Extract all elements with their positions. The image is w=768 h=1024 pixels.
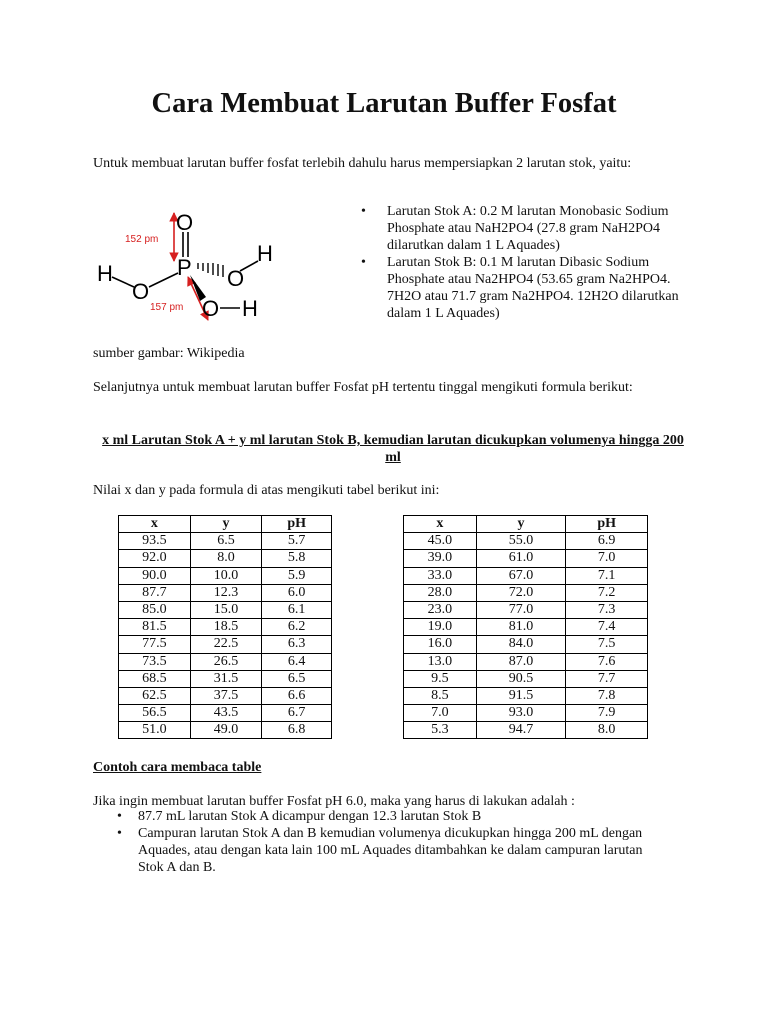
- table-row: [404, 653, 648, 670]
- table-cell: 39.0: [404, 550, 477, 567]
- table-cell: 7.5: [566, 636, 648, 653]
- table-cell: 28.0: [404, 584, 477, 601]
- table-row: [119, 722, 332, 739]
- atom-hydrogen-left: H: [97, 261, 113, 286]
- table-row: [404, 584, 648, 601]
- table-cell: 93.0: [476, 705, 566, 722]
- table-cell: 26.5: [190, 653, 262, 670]
- table-cell: 7.3: [566, 601, 648, 618]
- table-row: [404, 533, 648, 550]
- list-item: • Larutan Stok A: 0.2 M larutan Monobasic Sodium Phosphate atau NaH2PO4 (27.8 gram NaH2PO4 dilarutkan dalam 1 L Aquades): [356, 203, 686, 254]
- table-row: [119, 705, 332, 722]
- image-source-caption: sumber gambar: Wikipedia: [93, 346, 245, 361]
- table-cell: 81.5: [119, 619, 191, 636]
- list-item: • Larutan Stok B: 0.1 M larutan Dibasic Sodium Phosphate atau Na2HPO4 (53.65 gram Na2HPO4. 7H2O atau 71.7 gram Na2HPO4. 12H2O dilarutkan dalam 1 L Aquades): [356, 254, 686, 322]
- table-cell: 6.9: [566, 533, 648, 550]
- table-cell: 6.6: [262, 687, 332, 704]
- atom-oxygen-bottom: O: [202, 296, 220, 321]
- phosphoric-acid-structure-image: [92, 205, 292, 325]
- table-row: [119, 567, 332, 584]
- table-header-cell: y: [190, 516, 262, 533]
- table-cell: 73.5: [119, 653, 191, 670]
- table-cell: 6.3: [262, 636, 332, 653]
- table-cell: 15.0: [190, 601, 262, 618]
- table-cell: 87.7: [119, 584, 191, 601]
- table-cell: 84.0: [476, 636, 566, 653]
- table-cell: 90.5: [476, 670, 566, 687]
- table-cell: 18.5: [190, 619, 262, 636]
- table-cell: 68.5: [119, 670, 191, 687]
- table-cell: 6.0: [262, 584, 332, 601]
- table-cell: 87.0: [476, 653, 566, 670]
- table-cell: 5.9: [262, 567, 332, 584]
- atom-oxygen-left: O: [132, 279, 150, 304]
- example-steps-list: [93, 808, 653, 876]
- table-cell: 23.0: [404, 601, 477, 618]
- list-item: • Campuran larutan Stok A dan B kemudian volumenya dicukupkan hingga 200 mL dengan Aquades, atau dengan kata lain 100 mL Aquades ditambahkan ke dalam campuran larutan Stok A dan B.: [93, 825, 653, 876]
- atom-oxygen-right: O: [227, 266, 245, 291]
- table-cell: 7.0: [566, 550, 648, 567]
- table-cell: 94.7: [476, 722, 566, 739]
- table-row: [119, 619, 332, 636]
- table-cell: 49.0: [190, 722, 262, 739]
- table-cell: 7.0: [404, 705, 477, 722]
- table-header-row: [404, 516, 648, 533]
- table-row: [119, 533, 332, 550]
- page-title: Cara Membuat Larutan Buffer Fosfat: [151, 88, 617, 119]
- table-cell: 10.0: [190, 567, 262, 584]
- table-cell: 7.1: [566, 567, 648, 584]
- table-cell: 8.0: [566, 722, 648, 739]
- table-cell: 51.0: [119, 722, 191, 739]
- table-row: [404, 705, 648, 722]
- table-cell: 7.6: [566, 653, 648, 670]
- table-cell: 7.8: [566, 687, 648, 704]
- formula-text: x ml Larutan Stok A + y ml larutan Stok B, kemudian larutan dicukupkan volumenya hingga 200 ml: [102, 433, 684, 465]
- atom-hydrogen-right: H: [257, 241, 273, 266]
- table-cell: 8.0: [190, 550, 262, 567]
- table-cell: 77.5: [119, 636, 191, 653]
- table-cell: 6.1: [262, 601, 332, 618]
- atom-oxygen-top: O: [176, 210, 194, 235]
- table-cell: 56.5: [119, 705, 191, 722]
- table-header-row: [119, 516, 332, 533]
- intro-paragraph: Untuk membuat larutan buffer fosfat terlebih dahulu harus mempersiapkan 2 larutan stok, yaitu:: [93, 156, 632, 171]
- table-row: [404, 722, 648, 739]
- table-cell: 9.5: [404, 670, 477, 687]
- table-row: [404, 550, 648, 567]
- table-row: [119, 550, 332, 567]
- table-header-cell: pH: [262, 516, 332, 533]
- buffer-table-right: [403, 515, 648, 739]
- buffer-table-left: [118, 515, 332, 739]
- table-intro-text: Nilai x dan y pada formula di atas mengikuti tabel berikut ini:: [93, 483, 440, 498]
- bond-length-label-bottom: 157 pm: [150, 302, 184, 313]
- table-row: [404, 601, 648, 618]
- table-cell: 31.5: [190, 670, 262, 687]
- atom-hydrogen-bottom: H: [242, 296, 258, 321]
- table-cell: 6.7: [262, 705, 332, 722]
- table-row: [119, 636, 332, 653]
- table-row: [119, 584, 332, 601]
- table-cell: 8.5: [404, 687, 477, 704]
- table-cell: 7.4: [566, 619, 648, 636]
- table-cell: 55.0: [476, 533, 566, 550]
- table-cell: 33.0: [404, 567, 477, 584]
- table-header-cell: y: [476, 516, 566, 533]
- table-cell: 92.0: [119, 550, 191, 567]
- atom-phosphorus: P: [177, 255, 192, 280]
- formula-intro-paragraph: Selanjutnya untuk membuat larutan buffer Fosfat pH tertentu tinggal mengikuti formula berikut:: [93, 380, 633, 395]
- table-row: [119, 670, 332, 687]
- table-cell: 6.4: [262, 653, 332, 670]
- table-cell: 22.5: [190, 636, 262, 653]
- table-cell: 19.0: [404, 619, 477, 636]
- table-cell: 5.3: [404, 722, 477, 739]
- table-cell: 7.9: [566, 705, 648, 722]
- table-cell: 7.2: [566, 584, 648, 601]
- table-row: [404, 636, 648, 653]
- bond-length-label-top: 152 pm: [125, 234, 159, 245]
- table-cell: 13.0: [404, 653, 477, 670]
- example-heading: Contoh cara membaca table: [93, 760, 262, 775]
- table-cell: 91.5: [476, 687, 566, 704]
- table-cell: 43.5: [190, 705, 262, 722]
- table-cell: 5.8: [262, 550, 332, 567]
- table-cell: 77.0: [476, 601, 566, 618]
- table-cell: 85.0: [119, 601, 191, 618]
- example-intro: Jika ingin membuat larutan buffer Fosfat pH 6.0, maka yang harus di lakukan adalah :: [93, 794, 575, 809]
- table-cell: 62.5: [119, 687, 191, 704]
- table-row: [404, 567, 648, 584]
- table-row: [404, 687, 648, 704]
- table-row: [119, 601, 332, 618]
- table-row: [404, 670, 648, 687]
- table-cell: 5.7: [262, 533, 332, 550]
- table-cell: 61.0: [476, 550, 566, 567]
- stock-solution-list: [356, 203, 686, 322]
- table-header-cell: pH: [566, 516, 648, 533]
- table-cell: 6.8: [262, 722, 332, 739]
- table-row: [404, 619, 648, 636]
- table-cell: 93.5: [119, 533, 191, 550]
- table-cell: 6.2: [262, 619, 332, 636]
- table-cell: 6.5: [262, 670, 332, 687]
- table-cell: 67.0: [476, 567, 566, 584]
- table-header-cell: x: [404, 516, 477, 533]
- table-cell: 6.5: [190, 533, 262, 550]
- list-item: • 87.7 mL larutan Stok A dicampur dengan 12.3 larutan Stok B: [93, 808, 653, 825]
- table-cell: 90.0: [119, 567, 191, 584]
- table-cell: 12.3: [190, 584, 262, 601]
- table-cell: 72.0: [476, 584, 566, 601]
- table-cell: 37.5: [190, 687, 262, 704]
- table-cell: 81.0: [476, 619, 566, 636]
- table-row: [119, 653, 332, 670]
- table-cell: 16.0: [404, 636, 477, 653]
- table-cell: 7.7: [566, 670, 648, 687]
- table-cell: 45.0: [404, 533, 477, 550]
- table-header-cell: x: [119, 516, 191, 533]
- table-row: [119, 687, 332, 704]
